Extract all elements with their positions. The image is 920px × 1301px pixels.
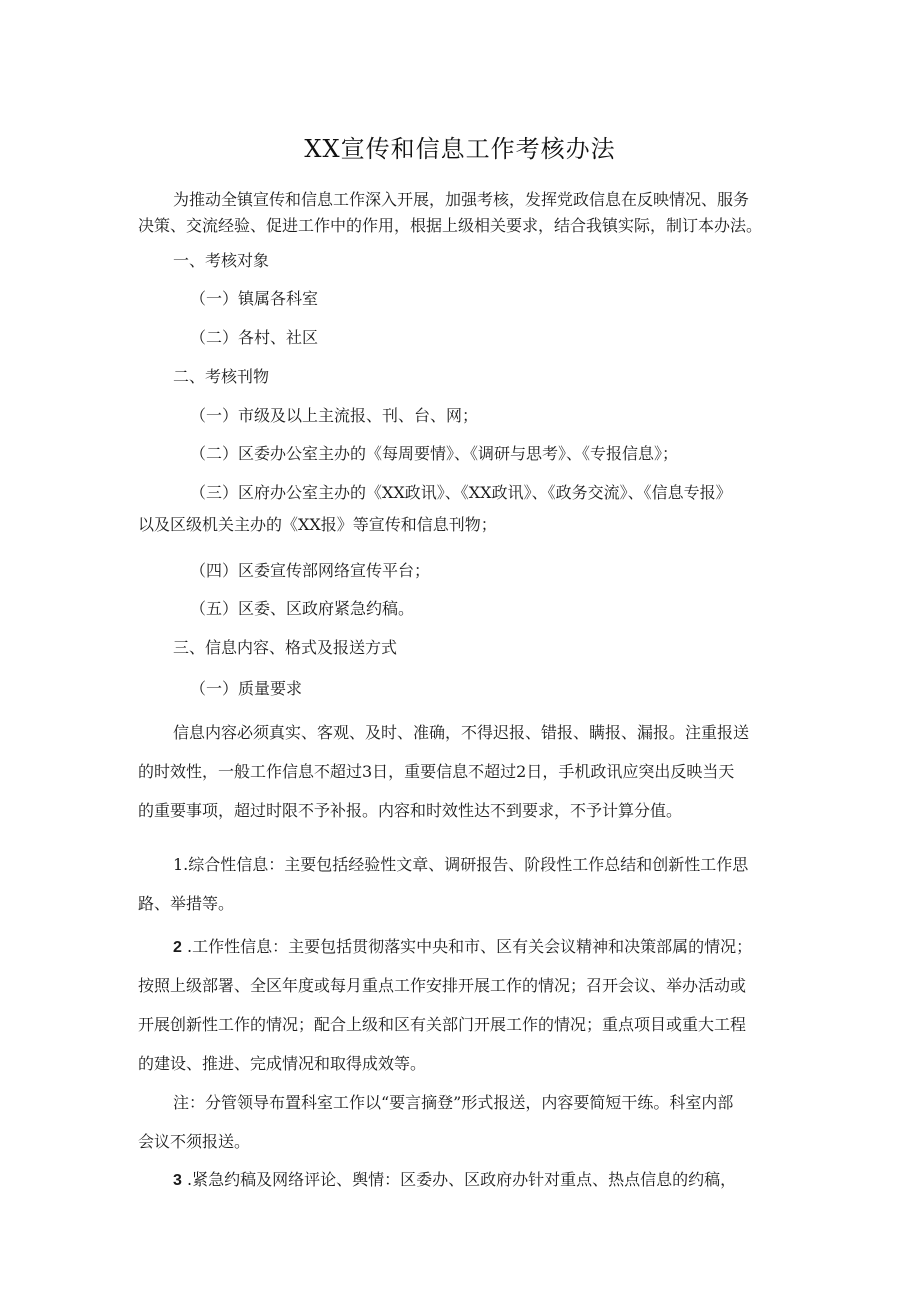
section-heading-text: 二、考核刊物 — [173, 367, 270, 386]
paragraph-line: 注：分管领导布置科室工作以“要言摘登”形式报送，内容要简短干练。科室内部 — [173, 1093, 734, 1112]
list-item — [138, 596, 788, 622]
paragraph-line: 路、举措等。 — [138, 894, 235, 913]
list-item-text: （三）区府办公室主办的《XX政讯》、《XX政讯》、《政务交流》、《信息专报》 — [190, 483, 732, 502]
list-item-text: 以及区级机关主办的《XX报》等宣传和信息刊物； — [138, 515, 497, 534]
document-title: XX宣传和信息工作考核办法 — [304, 135, 616, 163]
section-heading — [138, 248, 788, 274]
paragraph-line: .工作性信息：主要包括贯彻落实中央和市、区有关会议精神和决策部属的情况； — [181, 937, 753, 956]
list-item-text: （五）区委、区政府紧急约稿。 — [190, 599, 415, 618]
list-item — [138, 403, 788, 429]
list-item-text: （二）区委办公室主办的《每周要情》、《调研与思考》、《专报信息》； — [190, 444, 679, 463]
list-item — [138, 286, 788, 312]
list-item — [138, 441, 788, 467]
section-heading-text: 一、考核对象 — [173, 251, 270, 270]
paragraph-line: 的建设、推进、完成情况和取得成效等。 — [138, 1054, 427, 1073]
quality-paragraph — [138, 713, 788, 830]
list-item-text: （一）市级及以上主流报、刊、台、网； — [190, 406, 479, 425]
list-item — [138, 558, 788, 584]
item-number: 2 — [173, 939, 182, 956]
section-heading-text: 三、信息内容、格式及报送方式 — [173, 638, 398, 657]
list-item-text: （二）各村、社区 — [190, 328, 319, 347]
list-item — [138, 325, 788, 351]
intro-paragraph — [138, 187, 788, 239]
paragraph-line: 1.综合性信息：主要包括经验性文章、调研报告、阶段性工作总结和创新性工作思 — [173, 855, 749, 874]
numbered-item-1 — [138, 845, 788, 923]
paragraph-line: 按照上级部署、全区年度或每月重点工作安排开展工作的情况；召开会议、举办活动或 — [138, 976, 747, 995]
sub-heading-text: （一）质量要求 — [190, 679, 303, 698]
list-item-text: （四）区委宣传部网络宣传平台； — [190, 561, 431, 580]
list-item-text: （一）镇属各科室 — [190, 289, 319, 308]
paragraph-line: 会议不须报送。 — [138, 1132, 251, 1151]
paragraph-line: 的时效性，一般工作信息不超过3日，重要信息不超过2日，手机政讯应突出反映当天 — [138, 762, 735, 781]
list-item — [138, 480, 788, 538]
note-paragraph — [138, 1083, 788, 1161]
item-number: 3 — [173, 1172, 182, 1189]
section-heading — [138, 364, 788, 390]
numbered-item-2 — [138, 927, 788, 1083]
intro-line: 决策、交流经验、促进工作中的作用，根据上级相关要求，结合我镇实际，制订本办法。 — [138, 216, 763, 235]
paragraph-line: 信息内容必须真实、客观、及时、准确，不得迟报、错报、瞒报、漏报。注重报送 — [173, 723, 750, 742]
paragraph-line: 的重要事项，超过时限不予补报。内容和时效性达不到要求，不予计算分值。 — [138, 801, 683, 820]
paragraph-line: 开展创新性工作的情况；配合上级和区有关部门开展工作的情况；重点项目或重大工程 — [138, 1015, 747, 1034]
sub-heading — [138, 676, 788, 702]
intro-line: 为推动全镇宣传和信息工作深入开展，加强考核，发挥党政信息在反映情况、服务 — [173, 190, 750, 209]
paragraph-line: .紧急约稿及网络评论、舆情：区委办、区政府办针对重点、热点信息的约稿， — [181, 1170, 737, 1189]
numbered-item-3 — [138, 1160, 788, 1199]
section-heading — [138, 635, 788, 661]
